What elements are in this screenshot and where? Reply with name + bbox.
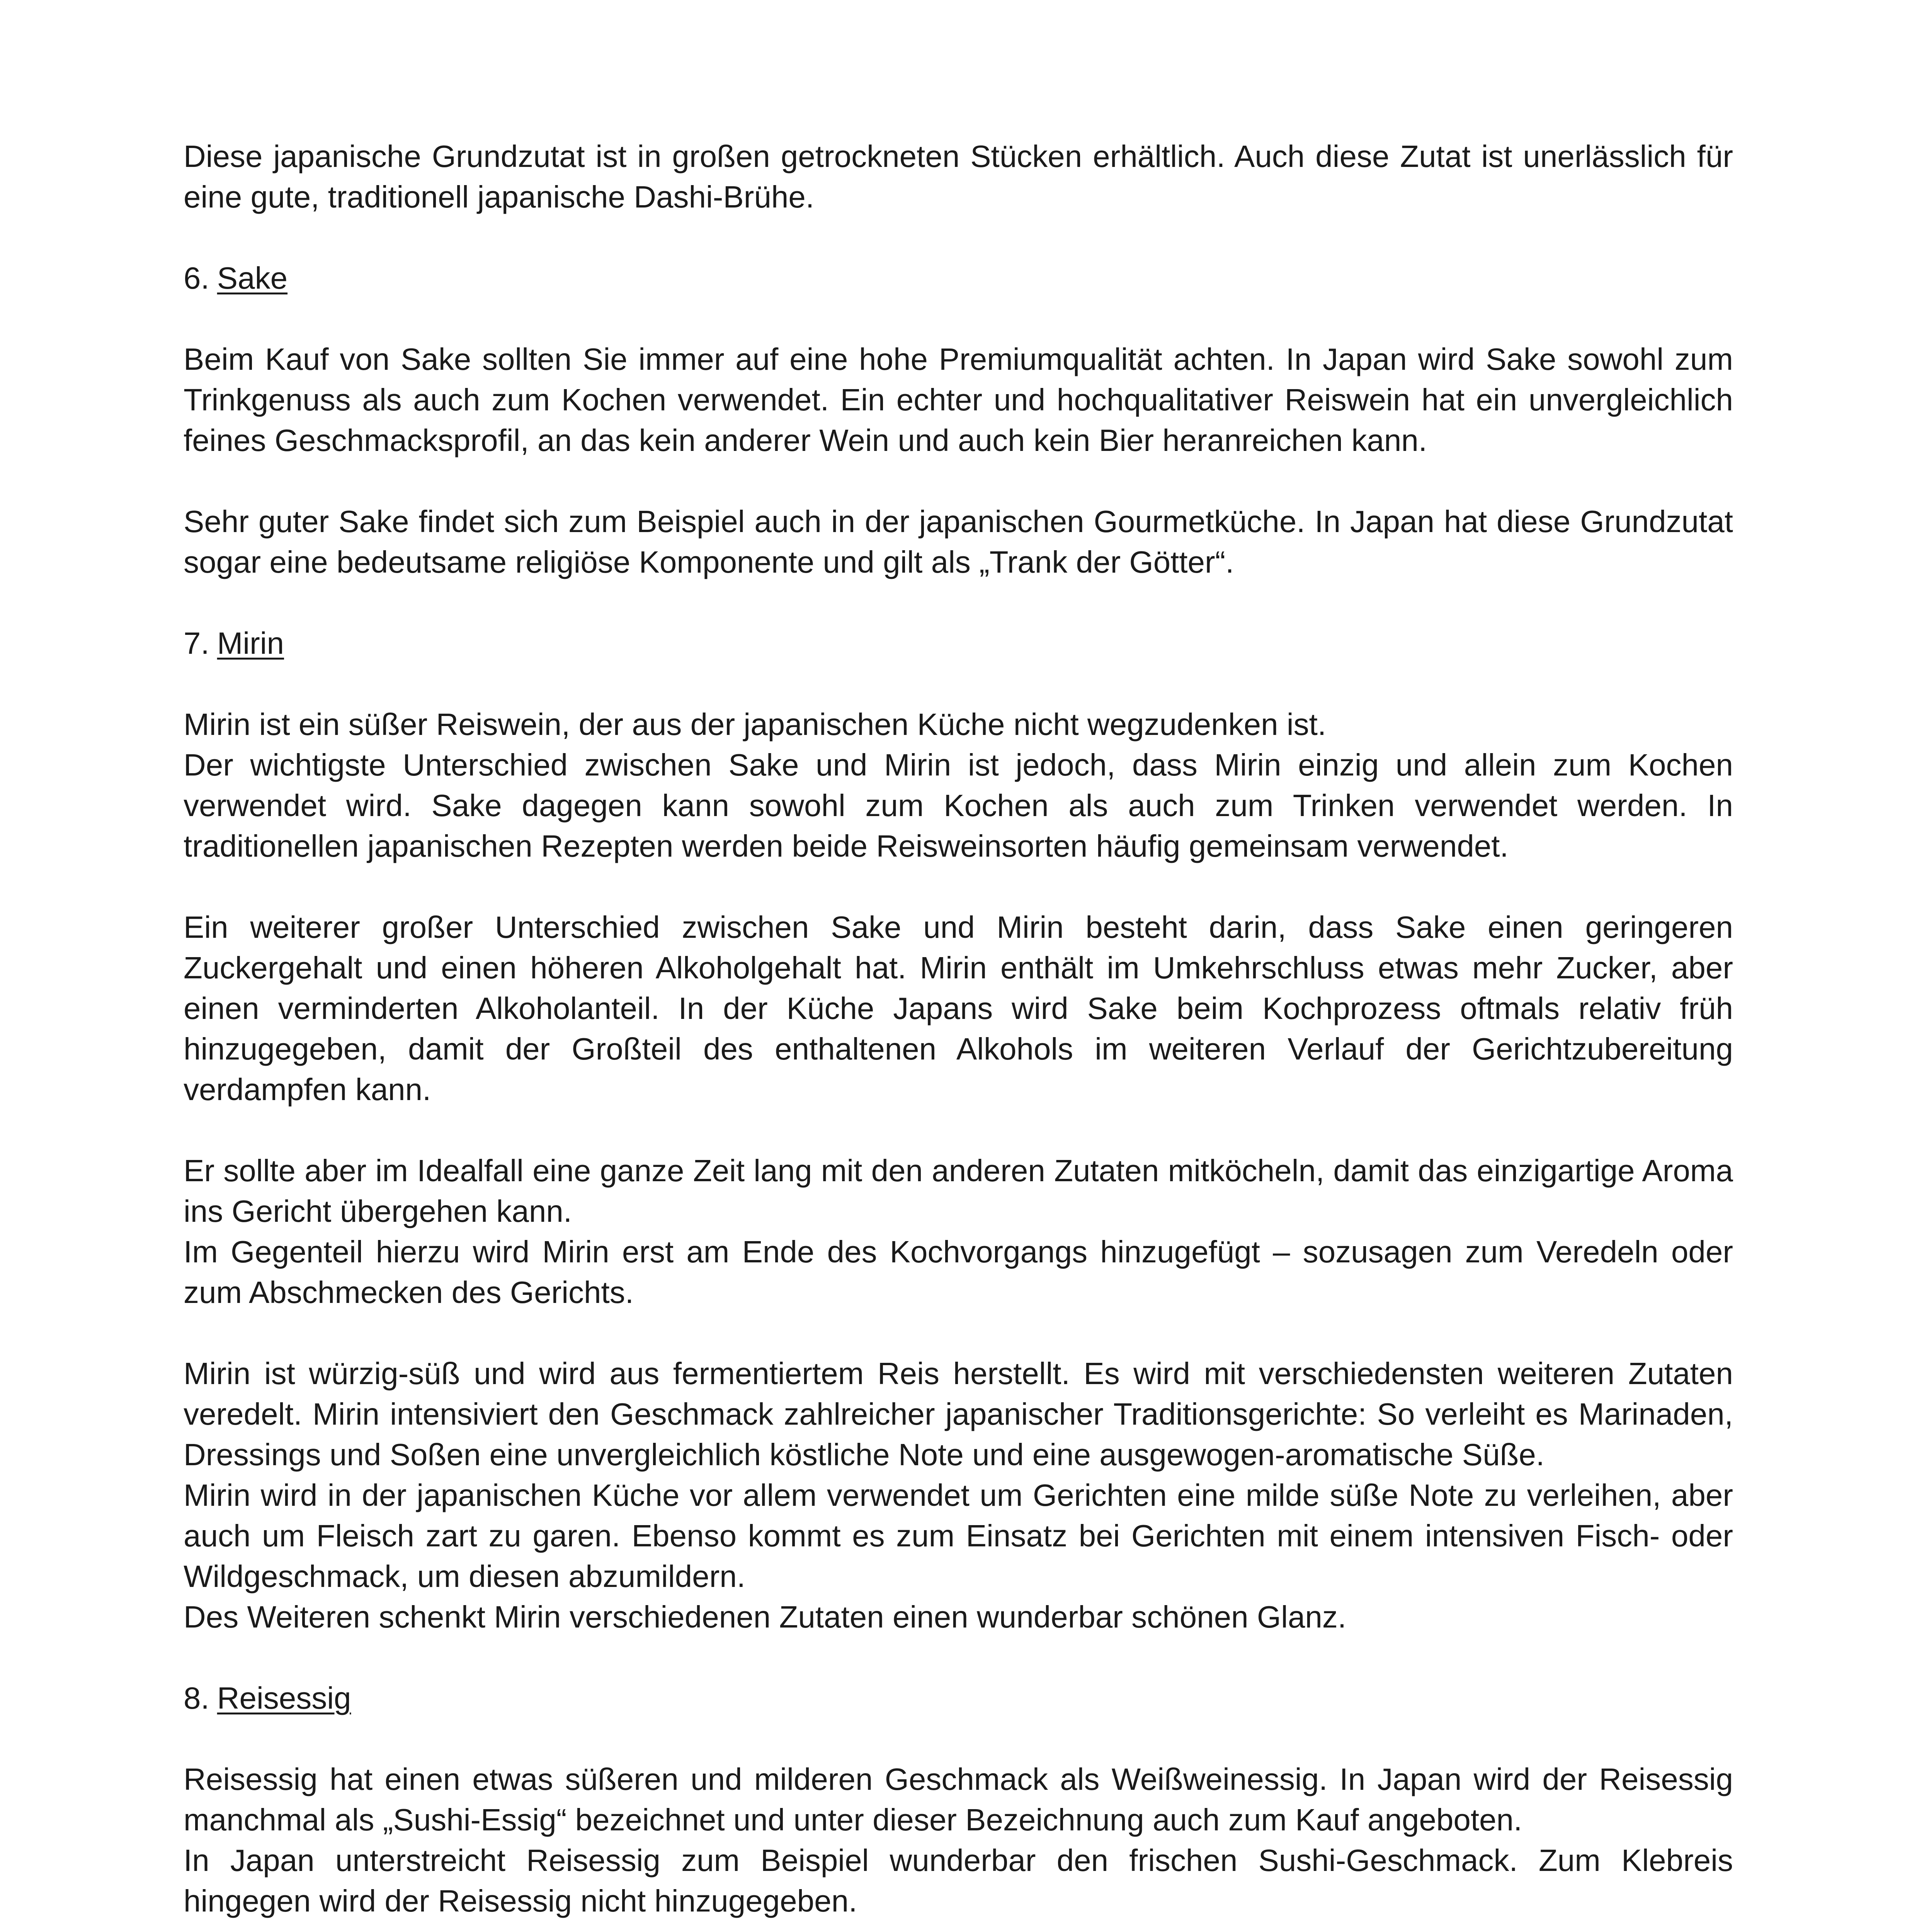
paragraph <box>184 1353 1733 1637</box>
section-number: 8. <box>184 1681 209 1715</box>
paragraph-line: Des Weiteren schenkt Mirin verschiedenen Zutaten einen wunderbar schönen Glanz. <box>184 1600 1347 1634</box>
section-number: 7. <box>184 626 209 660</box>
paragraph-line: Mirin ist würzig-süß und wird aus fermentiertem Reis herstellt. Es wird mit verschiedensten weiteren Zutaten veredelt. Mirin intensiviert den Geschmack zahlreicher japanischer Traditionsgerichte: So verleiht es Marinaden, Dressings und Soßen eine unvergleichlich köstliche Note und eine ausgewogen-aromatische Süße. <box>184 1356 1733 1472</box>
section-number: 6. <box>184 261 209 295</box>
paragraph: Ein weiterer großer Unterschied zwischen Sake und Mirin besteht darin, dass Sake einen geringeren Zuckergehalt und einen höheren Alkoholgehalt hat. Mirin enthält im Umkehrschluss etwas mehr Zucker, aber einen verminderten Alkoholanteil. In der Küche Japans wird Sake beim Kochprozess oftmals relativ früh hinzugegeben, damit der Großteil des enthaltenen Alkohols im weiteren Verlauf der Gerichtzubereitung verdampfen kann. <box>184 910 1733 1107</box>
paragraph <box>184 1150 1733 1313</box>
paragraph: Sehr guter Sake findet sich zum Beispiel auch in der japanischen Gourmetküche. In Japan hat diese Grundzutat sogar eine bedeutsame religiöse Komponente und gilt als „Trank der Götter“. <box>184 504 1733 579</box>
paragraph-line: Mirin wird in der japanischen Küche vor allem verwendet um Gerichten eine milde süße Note zu verleihen, aber auch um Fleisch zart zu garen. Ebenso kommt es zum Einsatz bei Gerichten mit einem intensiven Fisch- oder Wildgeschmack, um diesen abzumildern. <box>184 1478 1733 1594</box>
paragraph-line: Mirin ist ein süßer Reiswein, der aus der japanischen Küche nicht wegzudenken ist. <box>184 707 1327 742</box>
section-title: Mirin <box>217 626 284 660</box>
paragraph-line: In Japan unterstreicht Reisessig zum Beispiel wunderbar den frischen Sushi-Geschmack. Zum Klebreis hingegen wird der Reisessig nicht hinzugegeben. <box>184 1843 1733 1918</box>
section-title: Reisessig <box>217 1681 351 1715</box>
section-heading-reisessig <box>184 1678 1733 1718</box>
paragraph-line: Der wichtigste Unterschied zwischen Sake und Mirin ist jedoch, dass Mirin einzig und allein zum Kochen verwendet wird. Sake dagegen kann sowohl zum Kochen als auch zum Trinken verwendet werden. In traditionellen japanischen Rezepten werden beide Reisweinsorten häufig gemeinsam verwendet. <box>184 748 1733 863</box>
paragraph-line: Reisessig hat einen etwas süßeren und milderen Geschmack als Weißweinessig. In Japan wird der Reisessig manchmal als „Sushi-Essig“ bezeichnet und unter dieser Bezeichnung auch zum Kauf angeboten. <box>184 1762 1733 1837</box>
paragraph-line: Im Gegenteil hierzu wird Mirin erst am Ende des Kochvorgangs hinzugefügt – sozusagen zum Veredeln oder zum Abschmecken des Gerichts. <box>184 1235 1733 1310</box>
paragraph <box>184 704 1733 866</box>
section-heading-sake <box>184 258 1733 298</box>
paragraph-line: Er sollte aber im Idealfall eine ganze Zeit lang mit den anderen Zutaten mitköcheln, damit das einzigartige Aroma ins Gericht übergehen kann. <box>184 1153 1733 1228</box>
document-body <box>184 136 1733 1932</box>
paragraph: Beim Kauf von Sake sollten Sie immer auf eine hohe Premiumqualität achten. In Japan wird Sake sowohl zum Trinkgenuss als auch zum Kochen verwendet. Ein echter und hochqualitativer Reiswein hat ein unvergleichlich feines Geschmacksprofil, an das kein anderer Wein und auch kein Bier heranreichen kann. <box>184 342 1733 457</box>
paragraph: Diese japanische Grundzutat ist in großen getrockneten Stücken erhältlich. Auch diese Zutat ist unerlässlich für eine gute, traditionell japanische Dashi-Brühe. <box>184 139 1733 214</box>
section-title: Sake <box>217 261 288 295</box>
section-heading-mirin <box>184 623 1733 663</box>
paragraph <box>184 1759 1733 1921</box>
